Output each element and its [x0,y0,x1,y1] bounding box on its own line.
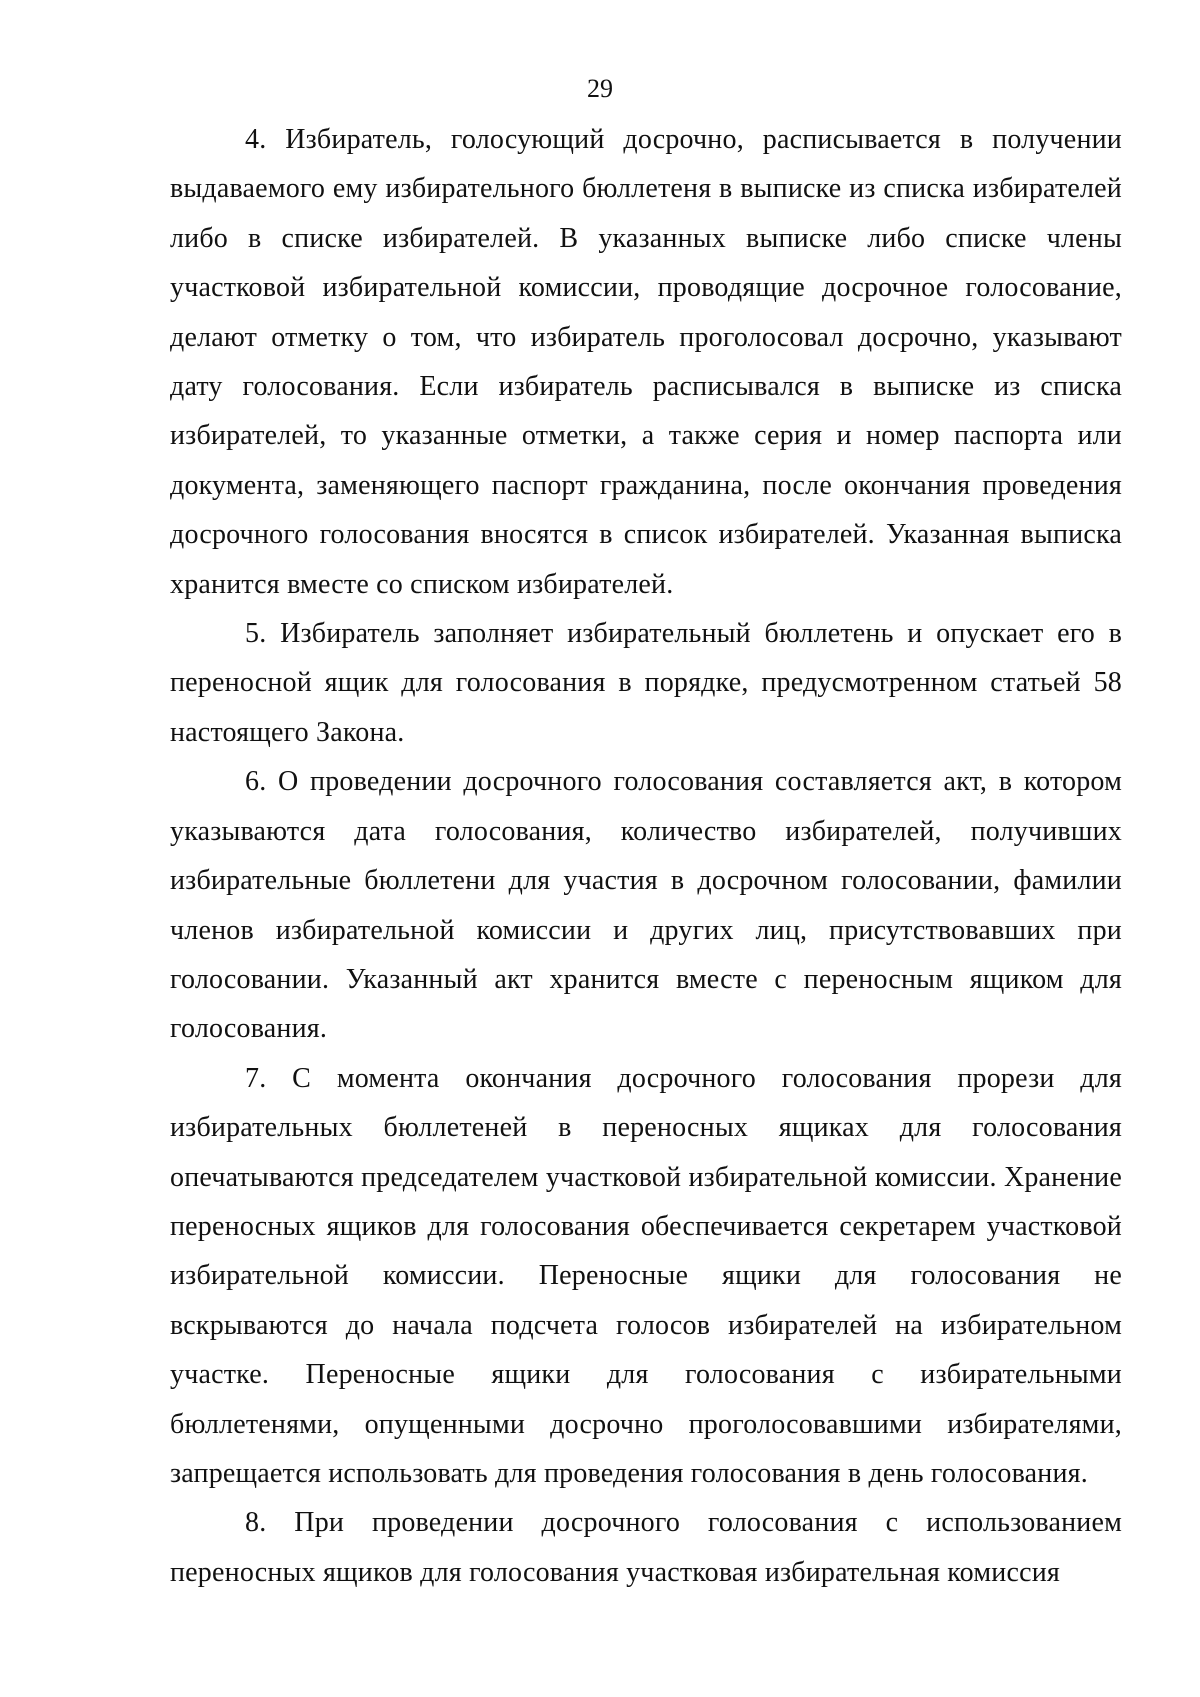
page-number: 29 [587,74,613,103]
paragraph-6: 6. О проведении досрочного голосования составляется акт, в котором указываются дата голосования, количество избирателей, получивших избирательные бюллетени для участия в досрочном голосовании, фамилии членов избирательной комиссии и других лиц, присутствовавших при голосовании. Указанный акт хранится вместе с переносным ящиком для голосования. [170,766,1122,1045]
paragraph-8: 8. При проведении досрочного голосования с использованием переносных ящиков для голосования участковая избирательная комиссия [170,1507,1122,1588]
document-body [170,115,1122,1597]
paragraph-5: 5. Избиратель заполняет избирательный бюллетень и опускает его в переносной ящик для голосования в порядке, предусмотренном статьей 58 настоящего Закона. [170,618,1122,748]
paragraph-7: 7. С момента окончания досрочного голосования прорези для избирательных бюллетеней в переносных ящиках для голосования опечатываются председателем участковой избирательной комиссии. Хранение переносных ящиков для голосования обеспечивается секретарем участковой избирательной комиссии. Переносные ящики для голосования не вскрываются до начала подсчета голосов избирателей на избирательном участке. Переносные ящики для голосования с избирательными бюллетенями, опущенными досрочно проголосовавшими избирателями, запрещается использовать для проведения голосования в день голосования. [170,1062,1122,1489]
paragraph-4: 4. Избиратель, голосующий досрочно, расписывается в получении выдаваемого ему избирательного бюллетеня в выписке из списка избирателей либо в списке избирателей. В указанных выписке либо списке члены участковой избирательной комиссии, проводящие досрочное голосование, делают отметку о том, что избиратель проголосовал досрочно, указывают дату голосования. Если избиратель расписывался в выписке из списка избирателей, то указанные отметки, а также серия и номер паспорта или документа, заменяющего паспорт гражданина, после окончания проведения досрочного голосования вносятся в список избирателей. Указанная выписка хранится вместе со списком избирателей. [170,124,1122,600]
